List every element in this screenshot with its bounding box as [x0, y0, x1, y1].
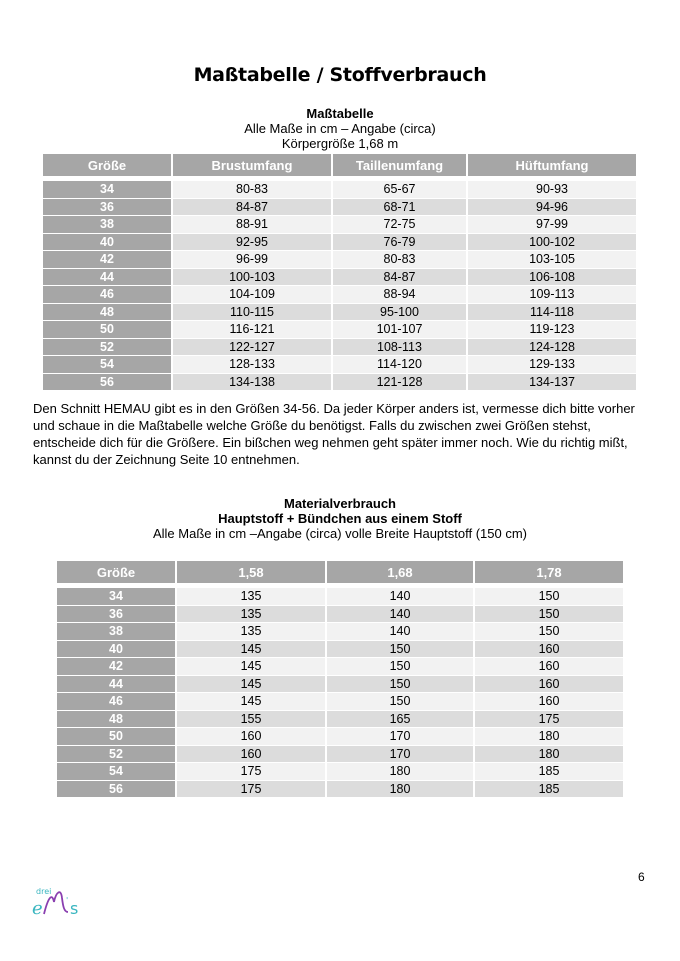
value-cell: 150	[327, 676, 475, 694]
material-table-subtitle-2: Alle Maße in cm –Angabe (circa) volle Breite Hauptstoff (150 cm)	[152, 526, 528, 541]
value-cell: 160	[475, 693, 623, 711]
value-cell: 180	[475, 728, 623, 746]
table-row	[43, 251, 636, 269]
value-cell: 140	[327, 623, 475, 641]
size-table	[43, 154, 636, 391]
size-cell: 38	[43, 216, 173, 234]
size-table-header-cell: Taillenumfang	[333, 154, 468, 176]
value-cell: 150	[475, 623, 623, 641]
value-cell: 185	[475, 781, 623, 799]
size-table-subtitle-2: Körpergröße 1,68 m	[281, 136, 399, 151]
material-table	[57, 561, 623, 798]
value-cell: 135	[177, 588, 327, 606]
value-cell: 65-67	[333, 181, 468, 199]
value-cell: 145	[177, 641, 327, 659]
value-cell: 160	[475, 641, 623, 659]
value-cell: 114-120	[333, 356, 468, 374]
size-table-subtitle-1: Alle Maße in cm – Angabe (circa)	[244, 121, 436, 136]
svg-text:s: s	[70, 899, 79, 918]
table-row	[43, 181, 636, 199]
brand-logo	[30, 884, 100, 920]
table-row	[57, 641, 623, 659]
material-table-caption	[0, 496, 680, 541]
value-cell: 110-115	[173, 304, 333, 322]
value-cell: 160	[475, 676, 623, 694]
size-cell: 48	[57, 711, 177, 729]
table-row	[43, 216, 636, 234]
table-row	[57, 606, 623, 624]
size-cell: 52	[57, 746, 177, 764]
value-cell: 109-113	[468, 286, 636, 304]
size-cell: 48	[43, 304, 173, 322]
value-cell: 119-123	[468, 321, 636, 339]
value-cell: 122-127	[173, 339, 333, 357]
size-cell: 50	[57, 728, 177, 746]
value-cell: 84-87	[333, 269, 468, 287]
material-table-title: Materialverbrauch	[284, 496, 396, 511]
size-table-caption	[0, 106, 680, 151]
table-row	[57, 623, 623, 641]
value-cell: 180	[327, 781, 475, 799]
value-cell: 100-102	[468, 234, 636, 252]
value-cell: 134-137	[468, 374, 636, 392]
svg-text:drei: drei	[36, 887, 52, 896]
size-cell: 42	[57, 658, 177, 676]
size-cell: 46	[43, 286, 173, 304]
table-row	[57, 763, 623, 781]
value-cell: 160	[177, 746, 327, 764]
value-cell: 95-100	[333, 304, 468, 322]
table-row	[43, 269, 636, 287]
size-table-header-cell: Brustumfang	[173, 154, 333, 176]
value-cell: 116-121	[173, 321, 333, 339]
svg-text:': '	[66, 896, 69, 905]
table-row	[57, 588, 623, 606]
size-cell: 56	[57, 781, 177, 799]
material-table-header-cell: 1,68	[327, 561, 475, 583]
size-cell: 34	[57, 588, 177, 606]
value-cell: 160	[475, 658, 623, 676]
value-cell: 150	[327, 693, 475, 711]
size-cell: 40	[57, 641, 177, 659]
value-cell: 94-96	[468, 199, 636, 217]
table-row	[57, 728, 623, 746]
value-cell: 97-99	[468, 216, 636, 234]
table-row	[43, 304, 636, 322]
material-table-header-cell: Größe	[57, 561, 177, 583]
value-cell: 88-91	[173, 216, 333, 234]
value-cell: 124-128	[468, 339, 636, 357]
size-cell: 54	[57, 763, 177, 781]
size-cell: 52	[43, 339, 173, 357]
size-cell: 56	[43, 374, 173, 392]
size-cell: 44	[57, 676, 177, 694]
table-row	[57, 711, 623, 729]
value-cell: 90-93	[468, 181, 636, 199]
value-cell: 180	[327, 763, 475, 781]
size-cell: 38	[57, 623, 177, 641]
value-cell: 175	[475, 711, 623, 729]
svg-text:e: e	[32, 898, 43, 919]
page-number: 6	[638, 870, 645, 884]
material-table-subtitle-1: Hauptstoff + Bündchen aus einem Stoff	[218, 511, 462, 526]
size-cell: 36	[57, 606, 177, 624]
value-cell: 129-133	[468, 356, 636, 374]
value-cell: 150	[327, 641, 475, 659]
material-table-header-row	[57, 561, 623, 583]
size-cell: 40	[43, 234, 173, 252]
value-cell: 76-79	[333, 234, 468, 252]
value-cell: 72-75	[333, 216, 468, 234]
size-cell: 46	[57, 693, 177, 711]
body-paragraph: Den Schnitt HEMAU gibt es in den Größen 34-56. Da jeder Körper anders ist, vermesse dich bitte vorher und schaue in die Maßtabelle welche Größe du benötigst. Falls du zwischen zwei Größen stehst, entscheide dich für die Größere. Ein bißchen weg nehmen geht später immer noch. Wie du richtig mißt, kannst du der Zeichnung Seite 10 entnehmen.	[33, 401, 635, 467]
value-cell: 135	[177, 606, 327, 624]
table-row	[43, 356, 636, 374]
value-cell: 135	[177, 623, 327, 641]
value-cell: 92-95	[173, 234, 333, 252]
value-cell: 155	[177, 711, 327, 729]
value-cell: 68-71	[333, 199, 468, 217]
value-cell: 80-83	[333, 251, 468, 269]
value-cell: 170	[327, 746, 475, 764]
table-row	[43, 374, 636, 392]
size-cell: 54	[43, 356, 173, 374]
page-title: Maßtabelle / Stoffverbrauch	[193, 64, 487, 86]
value-cell: 134-138	[173, 374, 333, 392]
value-cell: 175	[177, 781, 327, 799]
size-cell: 36	[43, 199, 173, 217]
value-cell: 170	[327, 728, 475, 746]
value-cell: 145	[177, 658, 327, 676]
value-cell: 103-105	[468, 251, 636, 269]
size-table-header-row	[43, 154, 636, 176]
size-cell: 50	[43, 321, 173, 339]
value-cell: 96-99	[173, 251, 333, 269]
table-row	[57, 658, 623, 676]
value-cell: 160	[177, 728, 327, 746]
size-cell: 44	[43, 269, 173, 287]
value-cell: 104-109	[173, 286, 333, 304]
table-row	[43, 286, 636, 304]
value-cell: 180	[475, 746, 623, 764]
value-cell: 88-94	[333, 286, 468, 304]
value-cell: 108-113	[333, 339, 468, 357]
table-row	[43, 234, 636, 252]
value-cell: 84-87	[173, 199, 333, 217]
value-cell: 165	[327, 711, 475, 729]
table-row	[43, 339, 636, 357]
value-cell: 80-83	[173, 181, 333, 199]
material-table-header-cell: 1,78	[475, 561, 623, 583]
value-cell: 121-128	[333, 374, 468, 392]
size-table-header-cell: Größe	[43, 154, 173, 176]
value-cell: 175	[177, 763, 327, 781]
value-cell: 150	[475, 606, 623, 624]
value-cell: 100-103	[173, 269, 333, 287]
value-cell: 150	[475, 588, 623, 606]
size-table-header-cell: Hüftumfang	[468, 154, 636, 176]
value-cell: 185	[475, 763, 623, 781]
value-cell: 140	[327, 588, 475, 606]
value-cell: 114-118	[468, 304, 636, 322]
size-cell: 42	[43, 251, 173, 269]
table-row	[57, 781, 623, 799]
table-row	[43, 321, 636, 339]
value-cell: 101-107	[333, 321, 468, 339]
material-table-header-cell: 1,58	[177, 561, 327, 583]
table-row	[57, 676, 623, 694]
table-row	[57, 693, 623, 711]
table-row	[43, 199, 636, 217]
value-cell: 106-108	[468, 269, 636, 287]
value-cell: 145	[177, 693, 327, 711]
value-cell: 150	[327, 658, 475, 676]
value-cell: 145	[177, 676, 327, 694]
size-cell: 34	[43, 181, 173, 199]
table-row	[57, 746, 623, 764]
value-cell: 140	[327, 606, 475, 624]
value-cell: 128-133	[173, 356, 333, 374]
size-table-title: Maßtabelle	[306, 106, 374, 121]
